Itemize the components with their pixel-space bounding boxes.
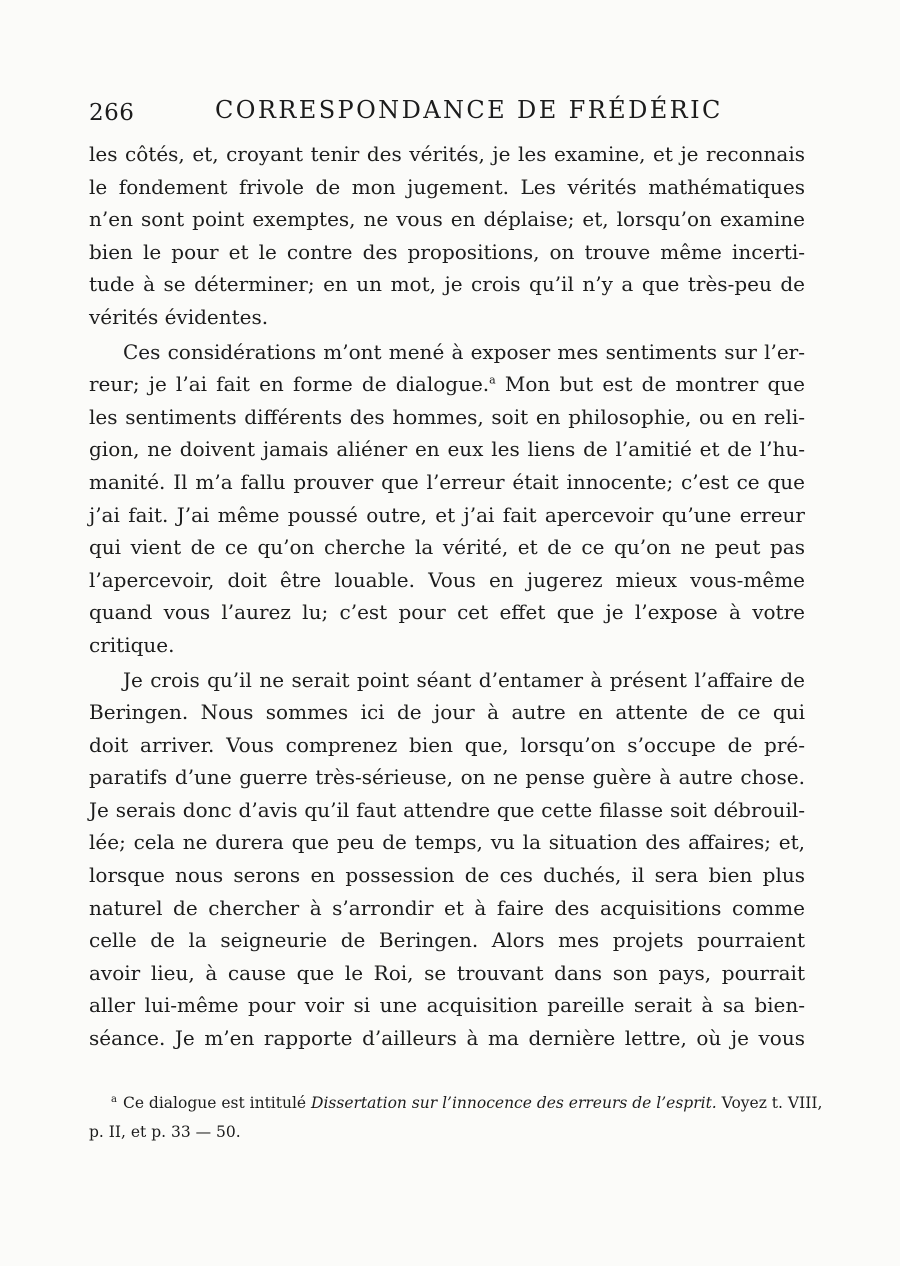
text-line: les sentiments différents des hommes, soit en philosophie, ou en reli-: [89, 404, 805, 429]
text-line: aller lui-même pour voir si une acquisition pareille serait à sa bien-: [89, 993, 805, 1018]
text-line: naturel de chercher à s’arrondir et à faire des acquisitions comme: [89, 895, 805, 920]
page-header: [89, 94, 805, 134]
text-line: lorsque nous serons en possession de ces duchés, il sera bien plus: [89, 863, 805, 888]
text-line: celle de la seigneurie de Beringen. Alors mes projets pourraient: [89, 928, 805, 953]
text-line: l’apercevoir, doit être louable. Vous en jugerez mieux vous-même: [89, 567, 805, 592]
footnote-line: [89, 1085, 823, 1118]
footnote: [89, 1085, 823, 1147]
text-line: qui vient de ce qu’on cherche la vérité, et de ce qu’on ne peut pas: [89, 535, 805, 560]
page-body: [89, 138, 805, 1055]
text-line: Je crois qu’il ne serait point séant d’entamer à présent l’affaire de: [123, 667, 805, 692]
text-line: séance. Je m’en rapporte d’ailleurs à ma dernière lettre, où je vous: [89, 1026, 805, 1051]
running-title: CORRESPONDANCE DE FRÉDÉRIC: [215, 96, 723, 124]
text-line: critique.: [89, 632, 175, 657]
text-line: Je serais donc d’avis qu’il faut attendre que cette filasse soit débrouil-: [89, 797, 805, 822]
paragraph-1: [89, 138, 805, 334]
paragraph-2: [89, 336, 805, 662]
text-line: le fondement frivole de mon jugement. Les vérités mathématiques: [89, 174, 805, 199]
footnote-marker: a: [111, 1094, 117, 1105]
text-line: avoir lieu, à cause que le Roi, se trouvant dans son pays, pourrait: [89, 960, 805, 985]
text-line: bien le pour et le contre des propositions, on trouve même incerti-: [89, 239, 805, 264]
text-segment: Mon but est de montrer que: [504, 372, 806, 397]
text-line: n’en sont point exemptes, ne vous en déplaise; et, lorsqu’on examine: [89, 207, 805, 232]
text-line: doit arriver. Vous comprenez bien que, lorsqu’on s’occupe de pré-: [89, 732, 805, 757]
footnote-cited-title: Dissertation sur l’innocence des erreurs de l’esprit.: [311, 1094, 717, 1113]
text-segment: reur; je l’ai fait en forme de dialogue.: [89, 372, 490, 397]
text-line: tude à se déterminer; en un mot, je crois qu’il n’y a que très-peu de: [89, 272, 805, 297]
footnote-line: p. II, et p. 33 — 50.: [89, 1123, 241, 1142]
paragraph-3: [89, 664, 805, 1055]
text-line: vérités évidentes.: [89, 304, 269, 329]
text-line: Ces considérations m’ont mené à exposer mes sentiments sur l’er-: [123, 339, 805, 364]
footnote-reference: a: [489, 373, 496, 387]
page-number: 266: [89, 100, 135, 126]
text-line: paratifs d’une guerre très-sérieuse, on ne pense guère à autre chose.: [89, 765, 805, 790]
text-line: j’ai fait. J’ai même poussé outre, et j’ai fait apercevoir qu’une erreur: [89, 502, 805, 527]
text-line: manité. Il m’a fallu prouver que l’erreur était innocente; c’est ce que: [89, 469, 805, 494]
text-line: quand vous l’aurez lu; c’est pour cet effet que je l’expose à votre: [89, 600, 805, 625]
text-line: lée; cela ne durera que peu de temps, vu la situation des affaires; et,: [89, 830, 805, 855]
text-line: Beringen. Nous sommes ici de jour à autre en attente de ce qui: [89, 700, 805, 725]
text-line-with-footnote: [89, 368, 805, 401]
text-line: gion, ne doivent jamais aliéner en eux les liens de l’amitié et de l’hu-: [89, 437, 805, 462]
text-line: les côtés, et, croyant tenir des vérités, je les examine, et je reconnais: [89, 142, 805, 166]
footnote-text: Voyez t. VIII,: [721, 1094, 823, 1113]
footnote-text: Ce dialogue est intitulé: [122, 1094, 307, 1113]
